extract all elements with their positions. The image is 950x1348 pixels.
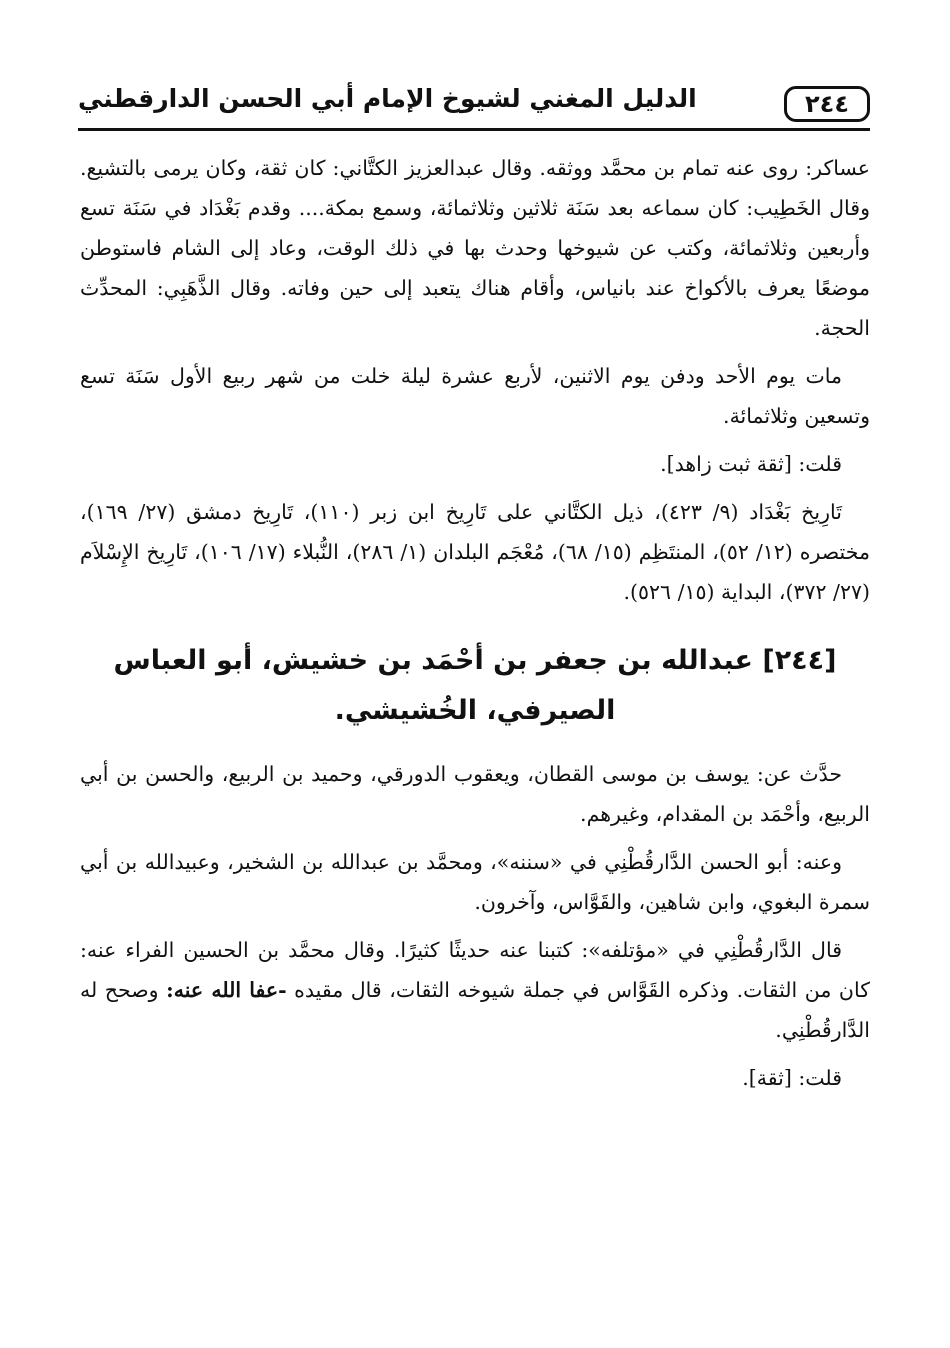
paragraph-death: مات يوم الأحد ودفن يوم الاثنين، لأربع عشرة ليلة خلت من شهر ربيع الأول سَنَة تسع وتسعين وثلاثمائة.	[80, 364, 870, 428]
paragraph-biography-continued: عساكر: روى عنه تمام بن محمَّد ووثقه. وقال عبدالعزيز الكتَّاني: كان ثقة، وكان يرمى بالتشيع. وقال الخَطِيب: كان سماعه بعد سَنَة ثلاثين وثلاثمائة، وسمع بمكة.... وقدم بَغْدَاد في سَنَة تسع وأربعين وثلاثمائة، وكتب عن شيوخها وحدث بها في ذلك الوقت، وعاد إلى الشام فاستوطن موضعًا يعرف بالأكواخ عند بانياس، وأقام هناك يتعبد إلى حين وفاته. وقال الذَّهَبِي: المحدِّث الحجة.	[80, 156, 870, 340]
entry-heading: [٢٤٤] عبدالله بن جعفر بن أحْمَد بن خشيش، أبو العباس الصيرفي، الخُشيشي.	[113, 645, 837, 726]
evaluation-text-end: وصحح له الدَّارقُطْنِي.	[80, 978, 870, 1042]
paragraph-verdict: قلت: [ثقة ثبت زاهد].	[660, 452, 842, 476]
evaluation-text-start: قال الدَّارقُطْنِي في «مؤتلفه»: كتبنا عنه حديثًا كثيرًا. وقال محمَّد بن الحسين الفراء عنه: كان من الثقات. وذكره القَوَّاس في جملة شيوخه الثقات، قال مقيده	[80, 938, 870, 1002]
page-body	[80, 148, 870, 1106]
running-title: الدليل المغني لشيوخ الإمام أبي الحسن الدارقطني	[78, 84, 697, 113]
paragraph-final-verdict: قلت: [ثقة].	[742, 1066, 842, 1090]
paragraph-sources: تَارِيخ بَغْدَاد (٩/ ٤٢٣)، ذيل الكتَّاني على تَارِيخ ابن زبر (١١٠)، تَارِيخ دمشق (٢٧/ ١٦٩)، مختصره (١٢/ ٥٢)، المنتَظِم (١٥/ ٦٨)، مُعْجَم البلدان (١/ ٢٨٦)، النُّبلاء (١٧/ ١٠٦)، تَارِيخ الإِسْلاَم (٢٧/ ٣٧٢)، البداية (١٥/ ٥٢٦).	[80, 500, 870, 604]
evaluation-bold-phrase: -عفا الله عنه:	[166, 978, 287, 1002]
paragraph-students: وعنه: أبو الحسن الدَّارقُطْنِي في «سننه»، ومحمَّد بن عبدالله بن الشخير، وعبيدالله بن أبي سمرة البغوي، وابن شاهين، والقَوَّاس، وآخرون.	[80, 850, 870, 914]
page-number: ٢٤٤	[784, 86, 870, 122]
paragraph-teachers: حدَّث عن: يوسف بن موسى القطان، ويعقوب الدورقي، وحميد بن الربيع، والحسن بن أبي الربيع، وأحْمَد بن المقدام، وغيرهم.	[80, 762, 870, 826]
paragraph-evaluation	[80, 930, 870, 1050]
header-rule	[78, 128, 870, 131]
page-header	[78, 80, 870, 130]
